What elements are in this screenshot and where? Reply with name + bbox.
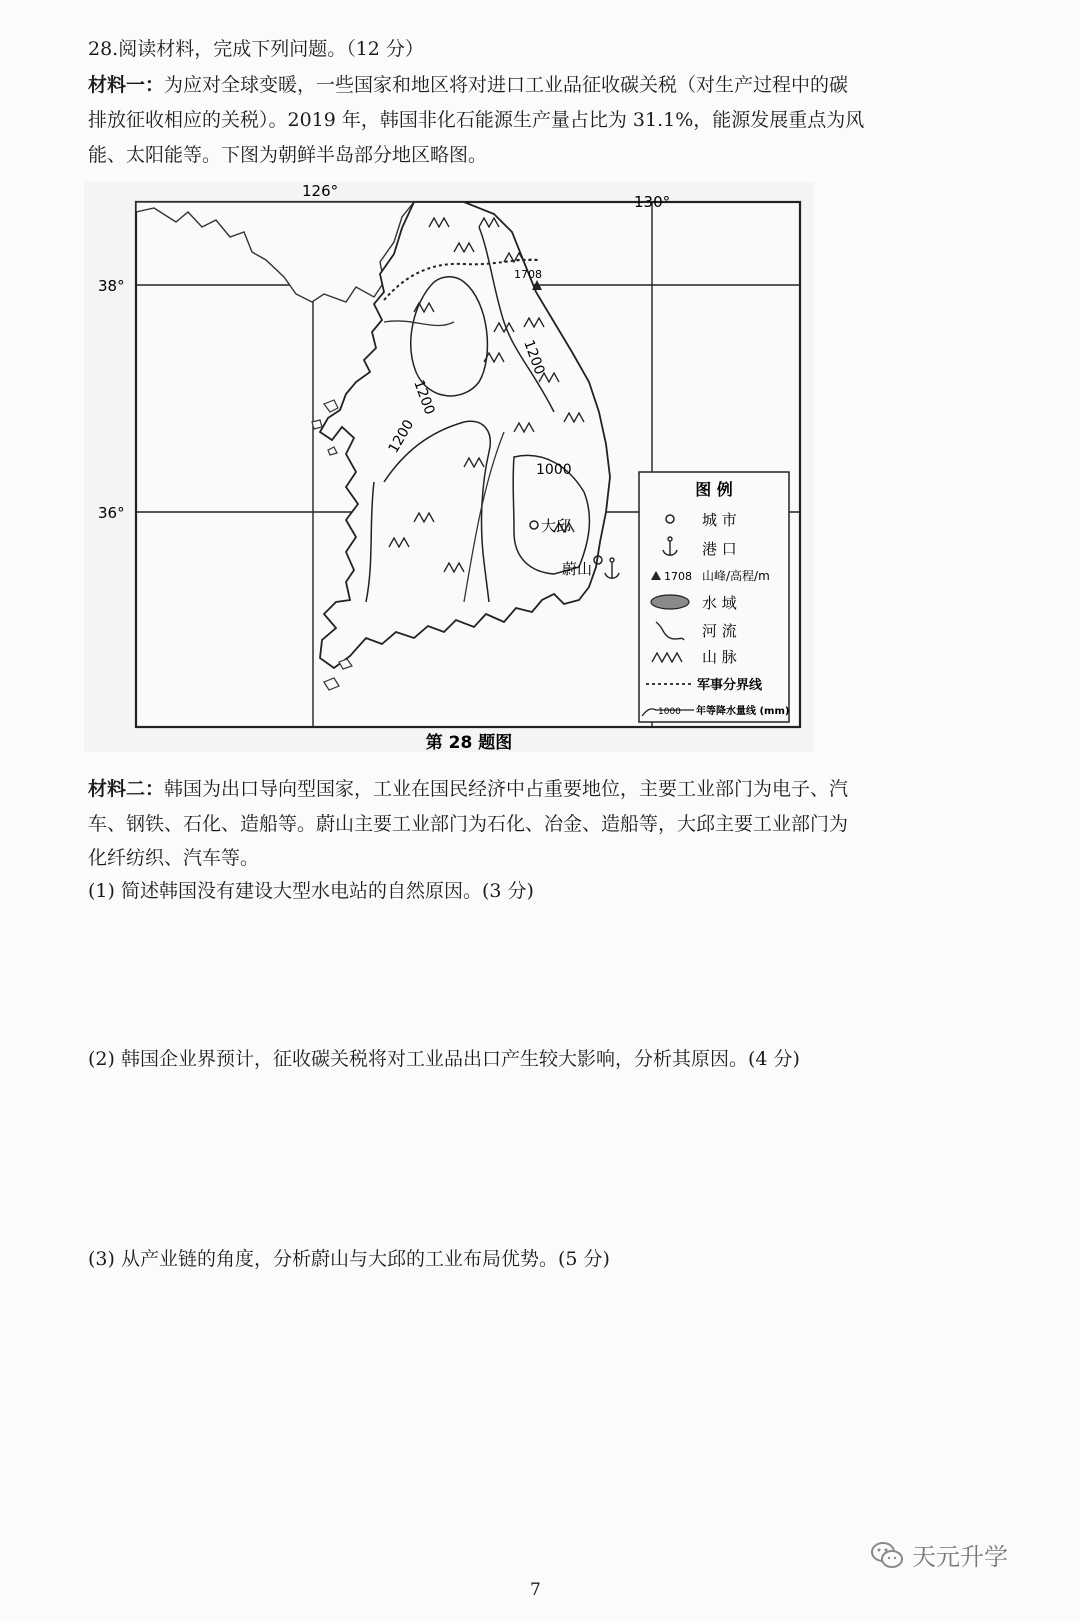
legend-label-river: 河 流 <box>702 622 737 640</box>
legend-title: 图 例 <box>695 480 733 499</box>
material2-label: 材料二： <box>88 778 165 800</box>
watermark <box>870 1537 1008 1572</box>
korea-map-figure <box>84 182 814 762</box>
sub-question-3: (3) 从产业链的角度，分析蔚山与大邱的工业布局优势。(5 分) <box>88 1248 610 1270</box>
question-header: 28.阅读材料，完成下列问题。（12 分） <box>88 38 424 60</box>
sub-question-2: (2) 韩国企业界预计，征收碳关税将对工业品出口产生较大影响，分析其原因。(4 分) <box>88 1048 800 1070</box>
legend-peak-sample: 1708 <box>664 570 692 583</box>
legend-label-isohyet: 年等降水量线 (mm) <box>696 706 790 717</box>
material2-line-3: 化纤纺织、汽车等。 <box>88 847 260 869</box>
legend-label-mountain: 山 脉 <box>702 648 737 666</box>
material2-line-2: 车、钢铁、石化、造船等。蔚山主要工业部门为石化、冶金、造船等，大邱主要工业部门为 <box>88 813 849 835</box>
lat-label-38: 38° <box>98 277 125 295</box>
legend-label-port: 港 口 <box>702 540 737 558</box>
legend-label-peak: 山峰/高程/m <box>702 569 770 583</box>
isohyet-label-3: 1200 <box>385 417 418 456</box>
lon-label-126: 126° <box>302 182 339 200</box>
peak-label: 1708 <box>514 268 542 281</box>
water-icon <box>651 595 689 609</box>
isohyet-label-4: 1000 <box>536 462 572 478</box>
material1-label: 材料一： <box>88 74 165 96</box>
wechat-icon <box>870 1540 904 1570</box>
material1-line-1: 材料一：为应对全球变暖，一些国家和地区将对进口工业品征收碳关税（对生产过程中的碳 <box>88 74 849 96</box>
material2-line-1: 材料二：韩国为出口导向型国家，工业在国民经济中占重要地位，主要工业部门为电子、汽 <box>88 778 849 800</box>
legend-isohyet-sample: 1000 <box>658 707 681 717</box>
legend-label-city: 城 市 <box>702 511 737 529</box>
city-ulsan-label: 蔚山 <box>562 560 593 578</box>
isohyet-label-1: 1200 <box>520 337 548 377</box>
material1-line-3: 能、太阳能等。下图为朝鲜半岛部分地区略图。 <box>88 144 488 166</box>
lon-label-130: 130° <box>634 193 671 211</box>
isohyet-label-2: 1200 <box>410 377 438 417</box>
korea-map <box>84 182 814 762</box>
legend-label-boundary: 军事分界线 <box>697 678 763 693</box>
material1-line-2: 排放征收相应的关税）。2019 年，韩国非化石能源生产量占比为 31.1%，能源发展重点为风 <box>88 109 865 131</box>
city-daegu-label: 大邱 <box>541 517 572 535</box>
watermark-text: 天元升学 <box>912 1543 1008 1571</box>
page-number: 7 <box>530 1580 541 1600</box>
map-caption: 第 28 题图 <box>425 733 513 753</box>
lat-label-36: 36° <box>98 504 125 522</box>
legend-label-water: 水 域 <box>702 594 737 612</box>
sub-question-1: (1) 简述韩国没有建设大型水电站的自然原因。(3 分) <box>88 880 534 902</box>
